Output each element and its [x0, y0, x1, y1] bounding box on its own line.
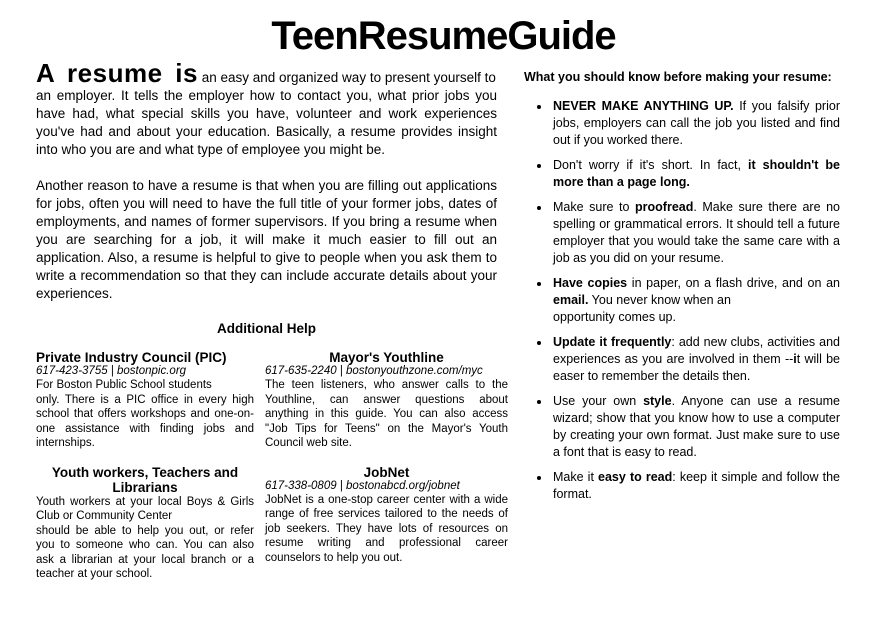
tip-text: Make sure to — [553, 200, 636, 214]
tip-item — [551, 199, 840, 267]
resource-card — [265, 350, 508, 451]
content-columns — [0, 58, 887, 582]
tip-text-bold: Have copies — [553, 276, 628, 290]
resource-card — [265, 465, 508, 582]
tip-text: : add new clubs, activities and experiences as you are involved in them -- — [553, 335, 840, 366]
tip-text: . Anyone can use a resume wizard; show that you know how to use a computer by creating your own format. Just make sure to use a font that is easy to read. — [553, 394, 840, 459]
tip-text: opportunity comes up. — [553, 310, 676, 324]
additional-help-heading: Additional Help — [217, 321, 316, 336]
help-grid — [36, 350, 508, 582]
intro-lead-rest: an easy and organized way to present yourself to — [197, 70, 496, 85]
resource-card — [36, 350, 254, 451]
tip-text-bold: Update it frequently — [553, 335, 672, 349]
resource-name: JobNet — [363, 464, 410, 480]
tip-text-bold: NEVER MAKE ANYTHING UP. — [553, 99, 734, 113]
intro-paragraph-1 — [36, 58, 497, 159]
resource-name: Youth workers, Teachers and Librarians — [51, 464, 239, 495]
resource-card — [36, 465, 254, 582]
tips-heading: What you should know before making your resume: — [524, 70, 832, 84]
resource-contact: 617-635-2240 | bostonyouthzone.com/myc — [265, 365, 483, 377]
resource-name: Private Industry Council (PIC) — [36, 350, 227, 365]
tip-text: Don't worry if it's short. In fact, — [553, 158, 748, 172]
intro-body: an employer. It tells the employer how to contact you, what prior jobs you have had, what special skills you have, volunteer and work experiences you've had and about your education. Basically, a resume provides insight into who you are and what type of employee you might be. — [36, 88, 497, 157]
right-column — [524, 64, 840, 582]
resource-description: JobNet is a one-stop career center with a wide range of free services tailored to the needs of job seekers. They have lots of resources on resume writing and professional career counselors to help you out. — [265, 493, 508, 564]
tip-text-bold: it shouldn't be more than a page long. — [553, 158, 840, 189]
tip-text: You never know when an — [588, 293, 731, 307]
left-column — [36, 58, 508, 582]
intro-paragraph-2: Another reason to have a resume is that when you are filling out applications for jobs, often you will need to have the full title of your former jobs, dates of employments, and names of former supervisors. If you bring a resume when you are searching for a job, it will make it much easier to fill out an application. Also, a resume is helpful to give to people when you ask them to write a recommendation so that they can include accurate details about your experiences. — [36, 178, 497, 301]
tip-text-bold: email. — [553, 293, 589, 307]
tip-text-bold: proofread — [635, 200, 694, 214]
resource-description: The teen listeners, who answer calls to the Youthline, can answer questions about anything in this guide. You can also access "Job Tips for Teens" on the Mayor's Youth Council web site. — [265, 379, 508, 449]
tip-text: in paper, on a flash drive, and on an — [627, 276, 840, 290]
intro-lead: A resume is — [36, 58, 198, 88]
resource-description: Youth workers at your local Boys & Girls Club or Community Center should be able to help you out, or refer you to someone who can. You can also ask a librarian at your local branch or a teacher at your school. — [36, 495, 254, 580]
tip-text-bold: i — [793, 352, 797, 366]
tip-text: . Make sure there are no spelling or grammatical errors. It should tell a future employer that you would take the same care with a job as you did on your resume. — [553, 200, 840, 265]
tip-item — [551, 393, 840, 461]
tip-item — [551, 275, 840, 326]
tip-item — [551, 469, 840, 503]
resource-description: For Boston Public School students only. There is a PIC office in every high school that offers workshops and one-on-one assistance with finding jobs and internships. — [36, 379, 254, 449]
tips-list — [524, 98, 840, 503]
tip-text-bold: style — [643, 394, 672, 408]
tip-item — [551, 157, 840, 191]
resource-name: Mayor's Youthline — [329, 350, 444, 365]
tip-text: Make it — [553, 470, 599, 484]
document-page — [0, 14, 887, 582]
tip-item — [551, 98, 840, 149]
tip-text: t will be easer to remember the details then. — [553, 352, 840, 383]
resource-contact: 617-423-3755 | bostonpic.org — [36, 365, 187, 377]
tip-text-bold: easy to read — [598, 470, 673, 484]
tip-text: If you falsify prior jobs, employers can call the job you listed and find out if you worked there. — [553, 99, 840, 147]
page-title: TeenResumeGuide — [271, 14, 616, 58]
tip-item — [551, 334, 840, 385]
tip-text: : keep it simple and follow the format. — [553, 470, 840, 501]
resource-contact: 617-338-0809 | bostonabcd.org/jobnet — [265, 479, 460, 492]
tip-text: Use your own — [553, 394, 644, 408]
